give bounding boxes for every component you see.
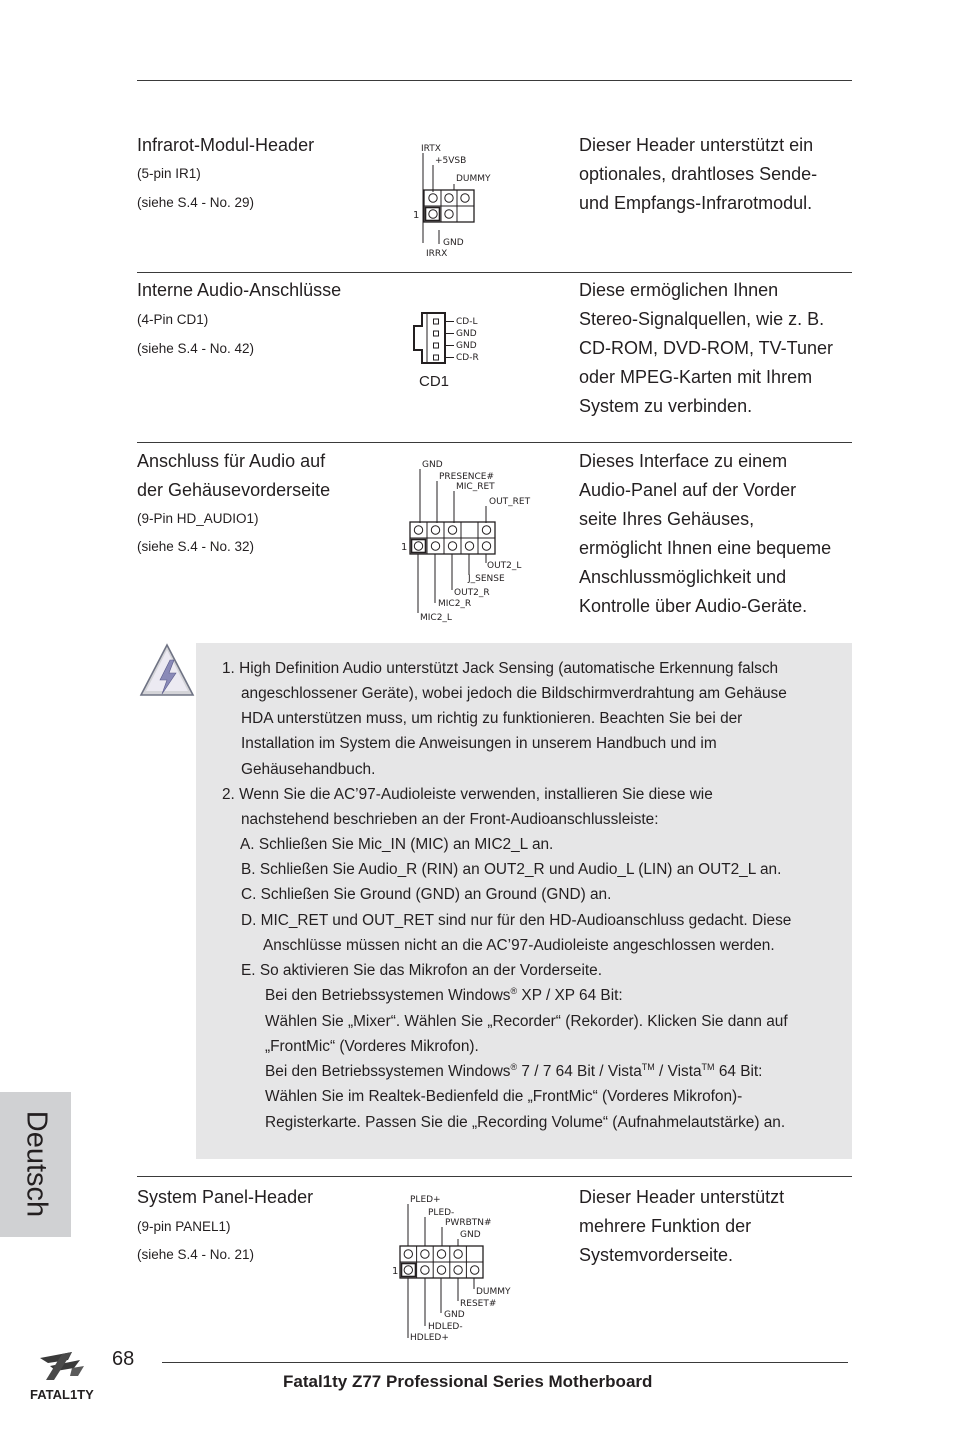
note-line: A. Schließen Sie Mic_IN (MIC) an MIC2_L an. <box>240 836 554 853</box>
pin-label-out-ret: OUT_RET <box>489 497 531 507</box>
pin-label-gnd: GND <box>456 341 477 351</box>
warning-triangle-icon <box>138 642 196 700</box>
pin-label-5vsb: +5VSB <box>435 156 467 166</box>
note-line: Wählen Sie „Mixer“. Wählen Sie „Recorder“ (Rekorder). Klicken Sie dann auf <box>265 1013 788 1030</box>
description-line: Dieses Interface zu einem <box>579 451 788 471</box>
description-line: mehrere Funktion der <box>579 1216 752 1236</box>
note-line: angeschlossener Geräte), wobei jedoch die Bildschirmverdrahtung am Gehäuse <box>241 685 787 702</box>
trademark-mark: TM <box>701 1061 715 1072</box>
pin-label-presence: PRESENCE# <box>439 472 495 482</box>
pin-label-mic2-l: MIC2_L <box>420 613 452 623</box>
note-text: 64 Bit: <box>714 1063 763 1080</box>
pin-label-gnd: GND <box>444 1310 465 1320</box>
cd-header-pin: (4-Pin CD1) <box>137 312 209 327</box>
note-line-windows-xp <box>265 986 623 1006</box>
pin-label-pled-minus: PLED- <box>428 1208 455 1218</box>
pin-label-pled-plus: PLED+ <box>410 1195 441 1205</box>
footer-rule <box>162 1362 848 1363</box>
registered-mark: ® <box>510 1061 518 1072</box>
hd-audio-description <box>579 447 859 621</box>
note-text: 7 / 7 64 Bit / Vista <box>517 1063 642 1080</box>
description-line: oder MPEG-Karten mit Ihrem <box>579 367 813 387</box>
hd-audio-pin: (9-Pin HD_AUDIO1) <box>137 511 259 526</box>
ir-header-pin: (5-pin IR1) <box>137 166 201 181</box>
pin-label-gnd: GND <box>460 1230 481 1240</box>
hd-audio-title-line: der Gehäusevorderseite <box>137 480 331 500</box>
footer-title: Fatal1ty Z77 Professional Series Motherboard <box>283 1372 653 1391</box>
description-line: Diese ermöglichen Ihnen <box>579 280 779 300</box>
section-divider <box>137 1176 852 1177</box>
cd-header-description <box>579 276 859 421</box>
pin-label-irtx: IRTX <box>421 144 441 154</box>
panel-header-pin: (9-pin PANEL1) <box>137 1219 231 1234</box>
pin-label-cd-r: CD-R <box>456 353 479 363</box>
ir-header-description <box>579 131 859 218</box>
pin-label-hdled-minus: HDLED- <box>428 1322 463 1332</box>
section-divider <box>137 272 852 273</box>
hd-audio-pin-diagram <box>398 455 538 627</box>
hd-audio-ref: (siehe S.4 - No. 32) <box>137 539 255 554</box>
description-line: System zu verbinden. <box>579 396 753 416</box>
panel-pin-diagram <box>390 1188 530 1344</box>
note-line: C. Schließen Sie Ground (GND) an Ground (GND) an. <box>241 886 612 903</box>
note-line: 2. Wenn Sie die AC’97-Audioleiste verwenden, installieren Sie diese wie <box>222 786 713 803</box>
note-line: Anschlüsse müssen nicht an die AC’97-Audioleiste angeschlossen werden. <box>263 937 775 954</box>
note-text: Bei den Betriebssystemen Windows <box>265 1063 511 1080</box>
note-line: HDA unterstützen muss, um richtig zu funktionieren. Beachten Sie bei der <box>241 710 743 727</box>
description-line: optionales, drahtloses Sende- <box>579 164 818 184</box>
hd-audio-title-line: Anschluss für Audio auf <box>137 451 326 471</box>
note-line: Wählen Sie im Realtek-Bedienfeld die „FrontMic“ (Vorderes Mikrofon)- <box>265 1088 743 1105</box>
pin-label-hdled-plus: HDLED+ <box>410 1333 449 1343</box>
description-line: Stereo-Signalquellen, wie z. B. <box>579 309 825 329</box>
logo-wordmark: FATAL1TY <box>30 1387 94 1402</box>
description-line: Systemvorderseite. <box>579 1245 734 1265</box>
pin-label-gnd: GND <box>443 238 464 248</box>
note-line: Registerkarte. Passen Sie die „Recording Volume“ (Aufnahmelautstärke) an. <box>265 1114 786 1131</box>
note-line: Installation im System die Anweisungen in unserem Handbuch und im <box>241 735 717 752</box>
hd-audio-title <box>137 447 330 505</box>
description-line: und Empfangs-Infrarotmodul. <box>579 193 813 213</box>
pin-label-out2-r: OUT2_R <box>454 588 490 598</box>
cd-pin-diagram <box>408 308 498 366</box>
registered-mark: ® <box>510 985 518 996</box>
description-line: Kontrolle über Audio-Geräte. <box>579 596 808 616</box>
pin-label-j-sense: J_SENSE <box>468 574 505 584</box>
pin-label-gnd: GND <box>456 329 477 339</box>
note-line: 1. High Definition Audio unterstützt Jack Sensing (automatische Erkennung falsch <box>222 660 779 677</box>
panel-header-ref: (siehe S.4 - No. 21) <box>137 1247 255 1262</box>
description-line: Dieser Header unterstützt <box>579 1187 785 1207</box>
note-line-windows-7-vista <box>265 1062 762 1082</box>
cd-header-title: Interne Audio-Anschlüsse <box>137 280 342 300</box>
note-line: nachstehend beschrieben an der Front-Audioanschlussleiste: <box>241 811 659 828</box>
description-line: Anschlussmöglichkeit und <box>579 567 787 587</box>
cd-connector-label: CD1 <box>419 373 450 390</box>
description-line: seite Ihres Gehäuses, <box>579 509 755 529</box>
description-line: Audio-Panel auf der Vorder <box>579 480 797 500</box>
description-line: ermöglicht Ihnen eine bequeme <box>579 538 832 558</box>
ir-header-title: Infrarot-Modul-Header <box>137 135 315 155</box>
cd-header-ref: (siehe S.4 - No. 42) <box>137 341 255 356</box>
note-box <box>196 643 852 1159</box>
description-line: CD-ROM, DVD-ROM, TV-Tuner <box>579 338 834 358</box>
pin-one-marker: 1 <box>413 210 420 221</box>
page-number: 68 <box>112 1348 135 1370</box>
pin-label-irrx: IRRX <box>426 249 448 259</box>
note-text: XP / XP 64 Bit: <box>517 987 623 1004</box>
pin-label-reset: RESET# <box>460 1299 497 1309</box>
note-text: Bei den Betriebssystemen Windows <box>265 987 511 1004</box>
fatal1ty-logo <box>28 1346 108 1406</box>
description-line: Dieser Header unterstützt ein <box>579 135 814 155</box>
language-tab-label: Deutsch <box>20 1110 53 1218</box>
note-line: B. Schließen Sie Audio_R (RIN) an OUT2_R und Audio_L (LIN) an OUT2_L an. <box>241 861 782 878</box>
note-line: D. MIC_RET und OUT_RET sind nur für den HD-Audioanschluss gedacht. Diese <box>241 912 792 929</box>
pin-one-marker: 1 <box>392 1266 399 1277</box>
pin-label-mic-ret: MIC_RET <box>456 482 495 492</box>
pin-label-out2-l: OUT2_L <box>487 561 522 571</box>
panel-header-description <box>579 1183 859 1270</box>
note-line: Gehäusehandbuch. <box>241 761 376 778</box>
note-line: E. So aktivieren Sie das Mikrofon an der Vorderseite. <box>241 962 603 979</box>
note-line: „FrontMic“ (Vorderes Mikrofon). <box>265 1038 479 1055</box>
pin-label-dummy: DUMMY <box>476 1287 511 1297</box>
top-rule <box>137 80 852 81</box>
ir-pin-diagram <box>408 140 508 262</box>
pin-label-cd-l: CD-L <box>456 317 478 327</box>
pin-label-pwrbtn: PWRBTN# <box>445 1218 492 1228</box>
panel-header-title: System Panel-Header <box>137 1187 314 1207</box>
section-divider <box>137 442 852 443</box>
trademark-mark: TM <box>641 1061 655 1072</box>
pin-one-marker: 1 <box>401 542 408 553</box>
note-text: / Vista <box>654 1063 702 1080</box>
pin-label-mic2-r: MIC2_R <box>438 599 472 609</box>
pin-label-gnd: GND <box>422 460 443 470</box>
ir-header-ref: (siehe S.4 - No. 29) <box>137 195 255 210</box>
pin-label-dummy: DUMMY <box>456 174 491 184</box>
